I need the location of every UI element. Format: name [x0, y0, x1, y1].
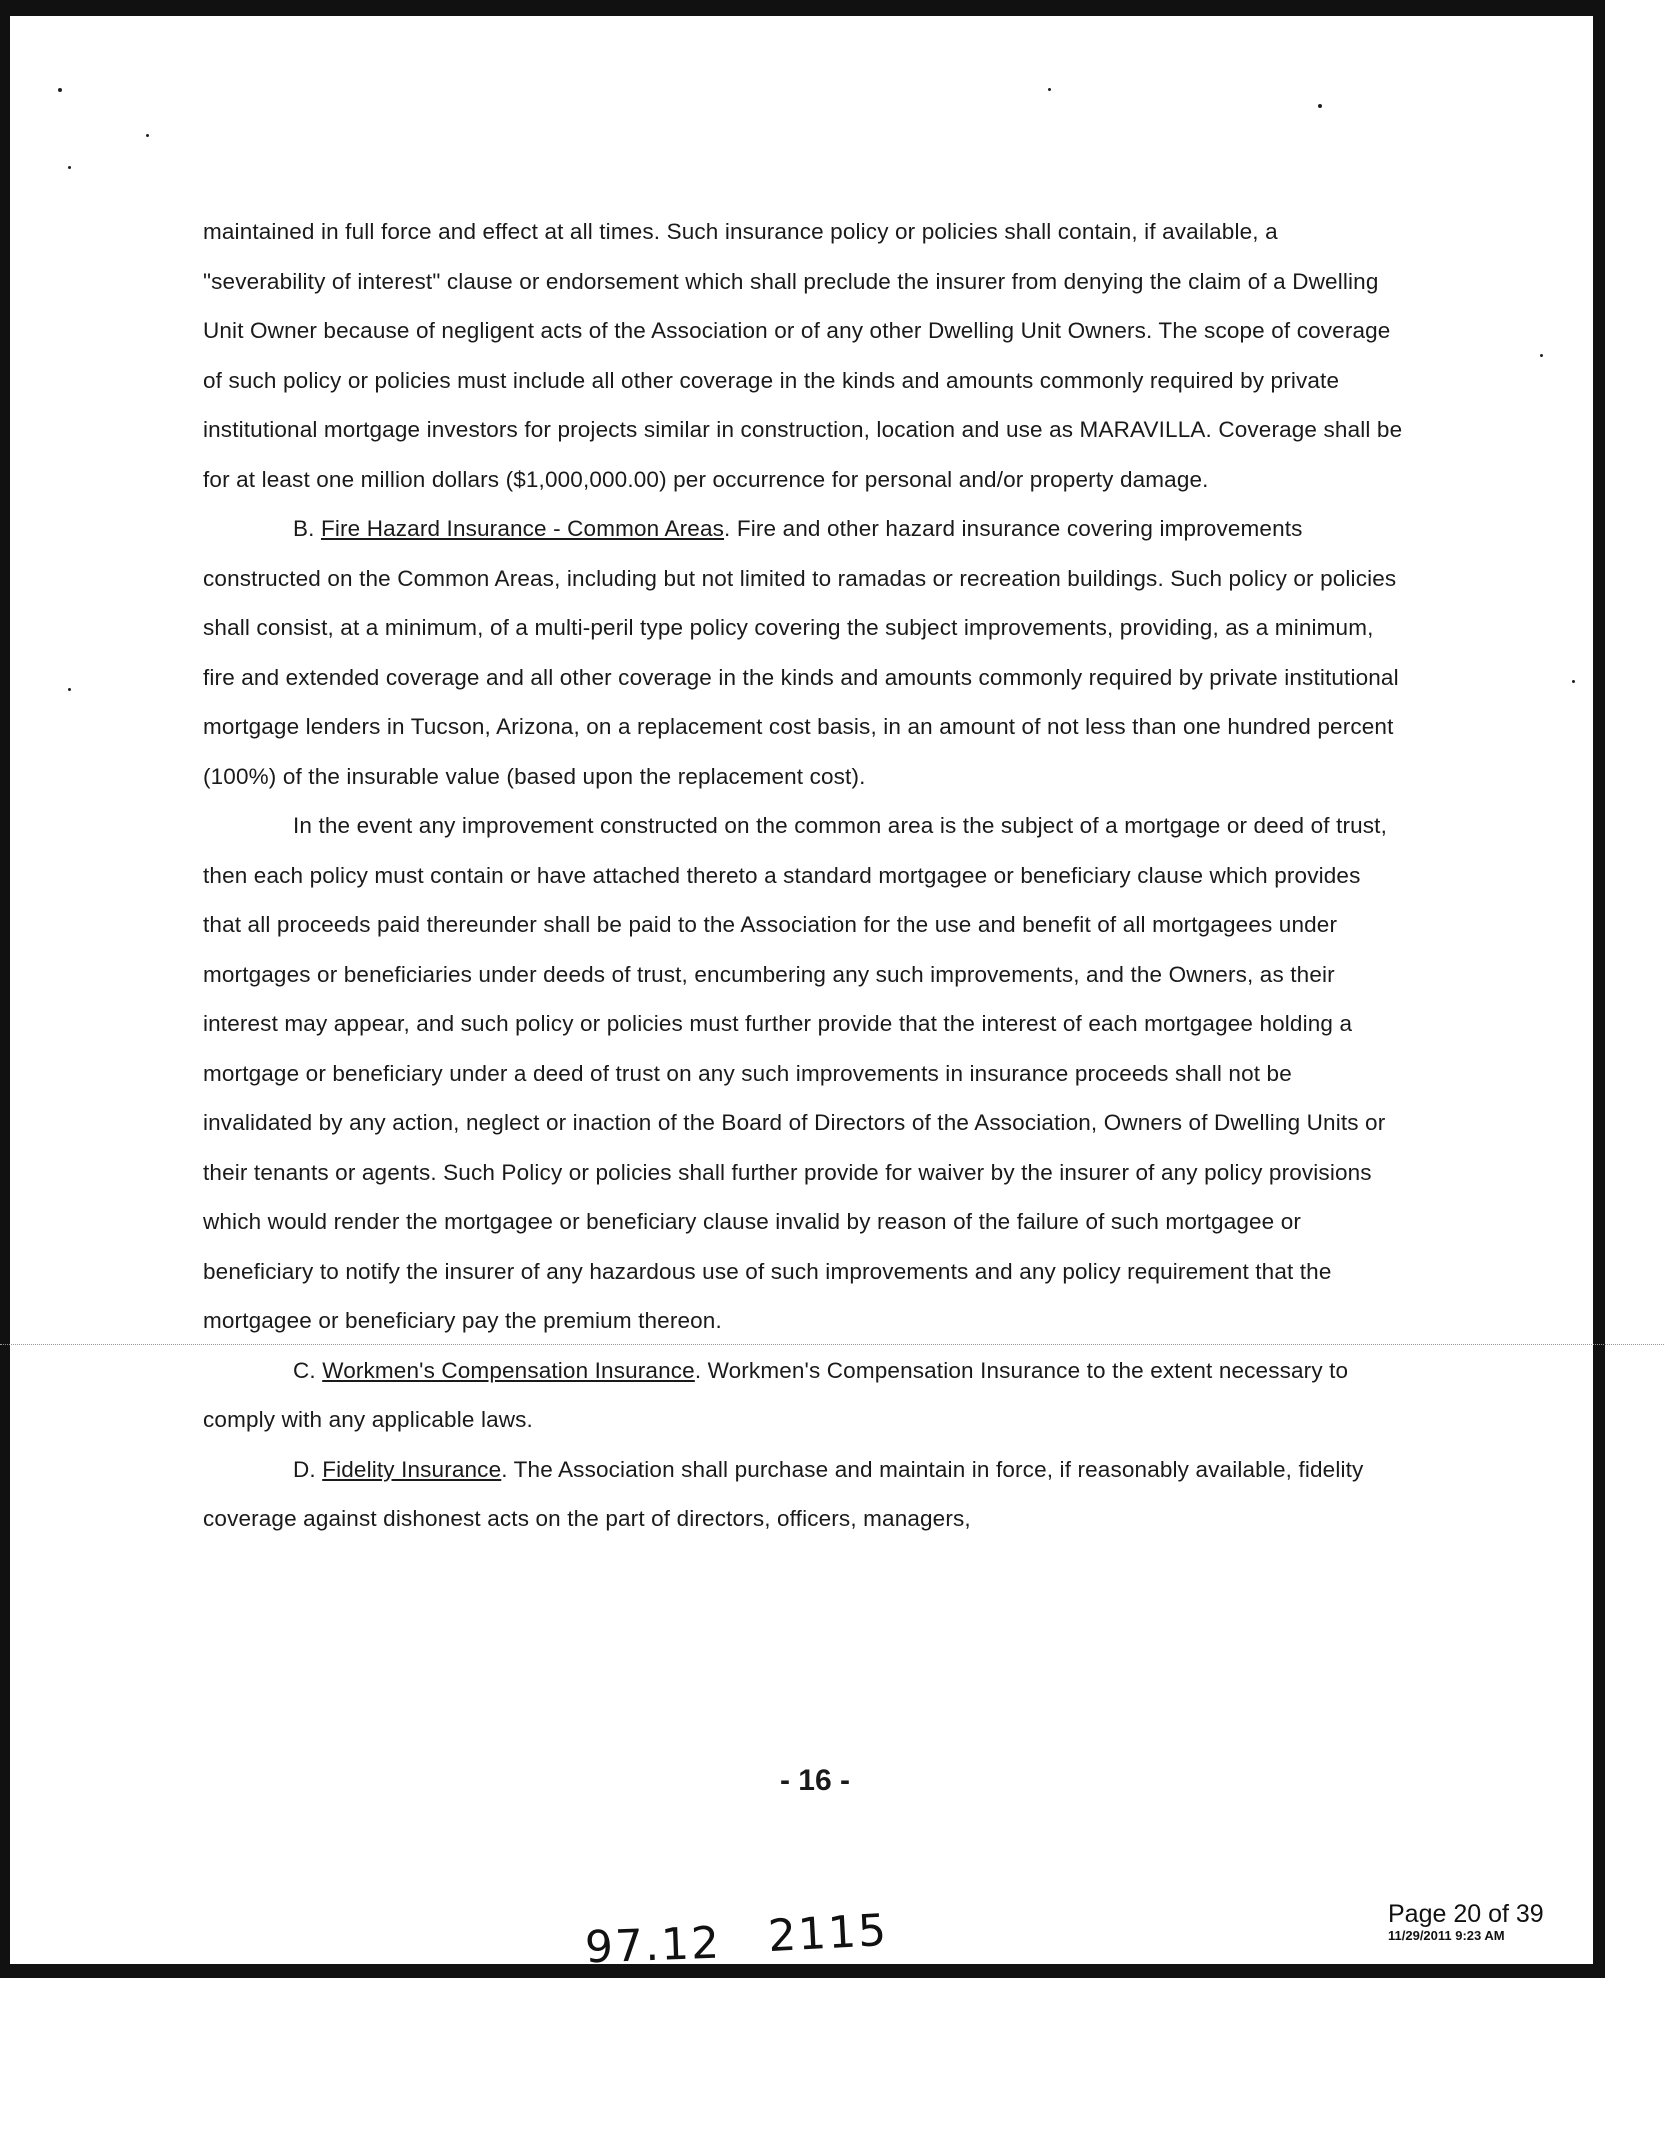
section-heading: Workmen's Compensation Insurance — [322, 1357, 695, 1383]
scan-speck — [58, 88, 62, 92]
page-number: - 16 - — [779, 1764, 851, 1797]
paragraph-fidelity-insurance — [203, 1445, 1403, 1544]
section-label: C. — [293, 1357, 316, 1383]
paragraph-text: . The Association shall purchase and maintain in force, if reasonably available, fidelity coverage against dishonest acts on the part of directors, officers, managers, — [203, 1456, 1364, 1531]
paragraph-text: In the event any improvement constructed on the common area is the subject of a mortgage or deed of trust, then each policy must contain or have attached thereto a standard mortgagee or beneficiary clause which provides that all proceeds paid thereunder shall be paid to the Association for the use and benefit of all mortgagees under mortgages or beneficiaries under deeds of trust, encumbering any such improvements, and the Owners, as their interest may appear, and such policy or policies must further provide that the interest of each mortgagee holding a mortgage or beneficiary under a deed of trust on any such improvements in insurance proceeds shall not be invalidated by any action, neglect or inaction of the Board of Directors of the Association, Owners of Dwelling Units or their tenants or agents. Such Policy or policies shall further provide for waiver by the insurer of any policy provisions which would render the mortgagee or beneficiary clause invalid by reason of the failure of such mortgagee or beneficiary to notify the insurer of any hazardous use of such improvements and any policy requirement that the mortgagee or beneficiary pay the premium thereon. — [203, 813, 1387, 1333]
section-heading: Fidelity Insurance — [322, 1456, 502, 1482]
paragraph-insurance-continuation — [203, 207, 1403, 504]
page-stamp — [1388, 1900, 1588, 1944]
scan-speck — [146, 134, 149, 137]
section-label: D. — [293, 1456, 316, 1482]
handwritten-number-right: 2115 — [766, 1904, 890, 1963]
document-body — [203, 207, 1403, 1544]
stamp-page-count: Page 20 of 39 — [1388, 1900, 1544, 1928]
scan-speck — [68, 688, 71, 691]
stamp-timestamp: 11/29/2011 9:23 AM — [1388, 1928, 1505, 1943]
paragraph-text: maintained in full force and effect at all times. Such insurance policy or policies shall contain, if available, a "severability of interest" clause or endorsement which shall preclude the insurer from denying the claim of a Dwelling Unit Owner because of negligent acts of the Association or of any other Dwelling Unit Owners. The scope of coverage of such policy or policies must include all other coverage in the kinds and amounts commonly required by private institutional mortgage investors for projects similar in construction, location and use as MARAVILLA. Coverage shall be for at least one million dollars ($1,000,000.00) per occurrence for personal and/or property damage. — [203, 219, 1403, 492]
section-label: B. — [293, 516, 315, 541]
scan-speck — [1048, 88, 1051, 91]
scan-speck — [68, 166, 71, 169]
scan-speck — [1318, 104, 1322, 108]
handwritten-number-left: 97.12 — [584, 1917, 722, 1974]
paragraph-fire-hazard-insurance — [203, 504, 1403, 801]
paragraph-workmens-compensation — [203, 1346, 1403, 1445]
scan-speck — [1572, 680, 1575, 683]
paragraph-text: . Workmen's Compensation Insurance to the extent necessary to comply with any applicable laws. — [203, 1357, 1349, 1432]
paragraph-text: . Fire and other hazard insurance covering improvements constructed on the Common Areas, including but not limited to ramadas or recreation buildings. Such policy or policies shall consist, at a minimum, of a multi-peril type policy covering the subject improvements, providing, as a minimum, fire and extended coverage and all other coverage in the kinds and amounts commonly required by private institutional mortgage lenders in Tucson, Arizona, on a replacement cost basis, in an amount of not less than one hundred percent (100%) of the insurable value (based upon the replacement cost). — [203, 516, 1399, 789]
section-heading: Fire Hazard Insurance - Common Areas — [320, 516, 725, 541]
paragraph-mortgagee-clause — [203, 801, 1403, 1346]
scan-speck — [1540, 354, 1543, 357]
